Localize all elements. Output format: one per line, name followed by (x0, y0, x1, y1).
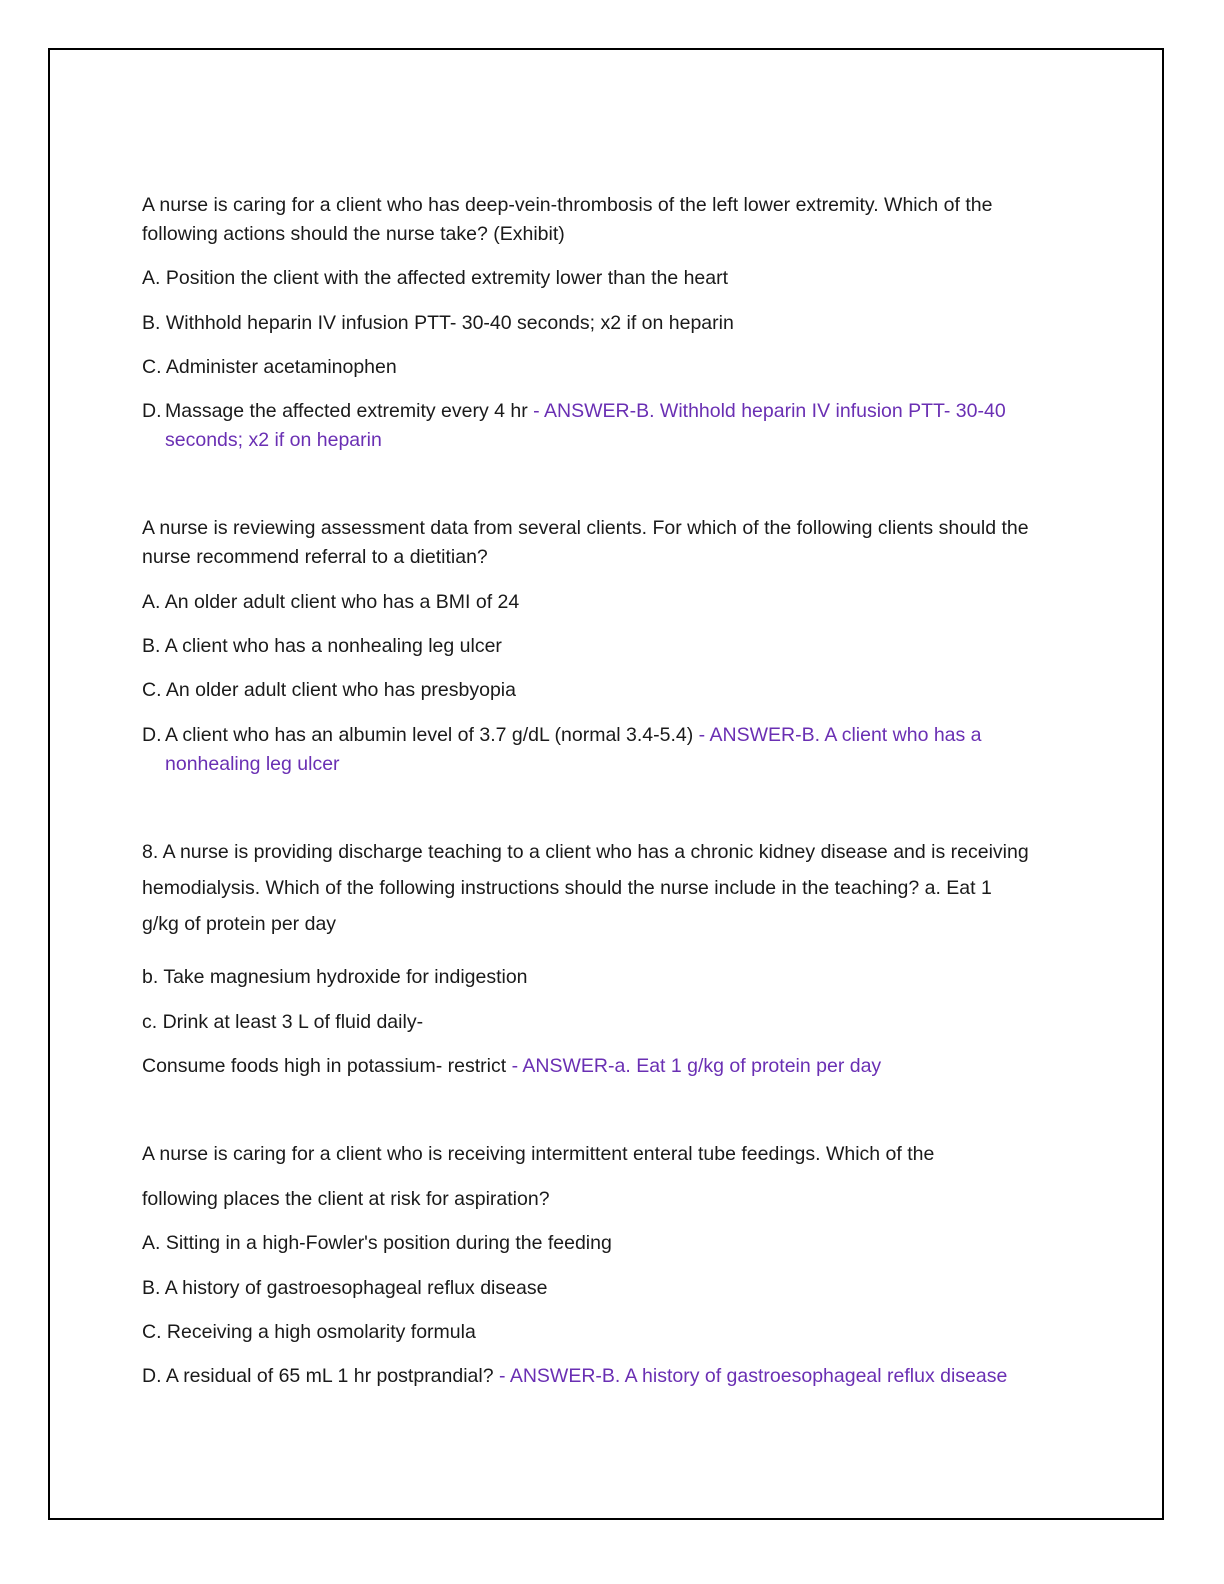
q2-stem-line1: A nurse is reviewing assessment data from several clients. For which of the following clients should the (142, 517, 1029, 539)
q1-option-d-letter: D. (142, 400, 162, 422)
q4-answer: - ANSWER-B. A history of gastroesophageal reflux disease (493, 1365, 1008, 1387)
q2-option-d-body (165, 721, 1045, 779)
q4-option-b: B. A history of gastroesophageal reflux disease (142, 1277, 548, 1299)
q4-option-d-text: D. A residual of 65 mL 1 hr postprandial? (142, 1365, 494, 1387)
q2-option-c: C. An older adult client who has presbyopia (142, 679, 516, 701)
q1-stem-line2: following actions should the nurse take? (Exhibit) (142, 223, 565, 245)
q2-option-d-text: A client who has an albumin level of 3.7 g/dL (normal 3.4-5.4) (165, 724, 694, 746)
q4-option-d (142, 1362, 1062, 1391)
q3-stem-line1: 8. A nurse is providing discharge teaching to a client who has a chronic kidney disease and is receiving (142, 841, 1029, 863)
q1-answer-line1: - ANSWER-B. Withhold heparin IV infusion PTT- 30-40 (527, 400, 1006, 422)
q3-option-d-text: Consume foods high in potassium- restrict (142, 1055, 507, 1077)
q3-stem-line3: g/kg of protein per day (142, 913, 337, 935)
q1-option-b: B. Withhold heparin IV infusion PTT- 30-40 seconds; x2 if on heparin (142, 312, 734, 334)
q1-option-d-text: Massage the affected extremity every 4 hr (165, 400, 528, 422)
q2-stem-line2: nurse recommend referral to a dietitian? (142, 546, 488, 568)
q2-option-b: B. A client who has a nonhealing leg ulcer (142, 635, 502, 657)
q2-option-d-letter: D. (142, 724, 162, 746)
q2-answer-line1: - ANSWER-B. A client who has a (693, 724, 982, 746)
q1-answer-line2: seconds; x2 if on heparin (165, 429, 382, 451)
q2-option-a: A. An older adult client who has a BMI of 24 (142, 591, 520, 613)
q1-option-d-body (165, 397, 1045, 455)
q4-option-a: A. Sitting in a high-Fowler's position during the feeding (142, 1232, 612, 1254)
q2-answer-line2: nonhealing leg ulcer (165, 753, 340, 775)
q1-option-c: C. Administer acetaminophen (142, 356, 397, 378)
q1-stem-line1: A nurse is caring for a client who has deep-vein-thrombosis of the left lower extremity. Which of the (142, 194, 993, 216)
q1-option-a: A. Position the client with the affected extremity lower than the heart (142, 267, 729, 289)
q4-stem-line2: following places the client at risk for aspiration? (142, 1188, 550, 1210)
q4-option-c: C. Receiving a high osmolarity formula (142, 1321, 476, 1343)
q3-option-d (142, 1052, 1062, 1081)
q3-stem-line2: hemodialysis. Which of the following instructions should the nurse include in the teaching? a. Eat 1 (142, 877, 992, 899)
q3-option-c: c. Drink at least 3 L of fluid daily- (142, 1011, 424, 1033)
q3-option-b: b. Take magnesium hydroxide for indigestion (142, 966, 528, 988)
q3-answer: - ANSWER-a. Eat 1 g/kg of protein per day (506, 1055, 882, 1077)
q4-stem-line1: A nurse is caring for a client who is receiving intermittent enteral tube feedings. Which of the (142, 1143, 935, 1165)
